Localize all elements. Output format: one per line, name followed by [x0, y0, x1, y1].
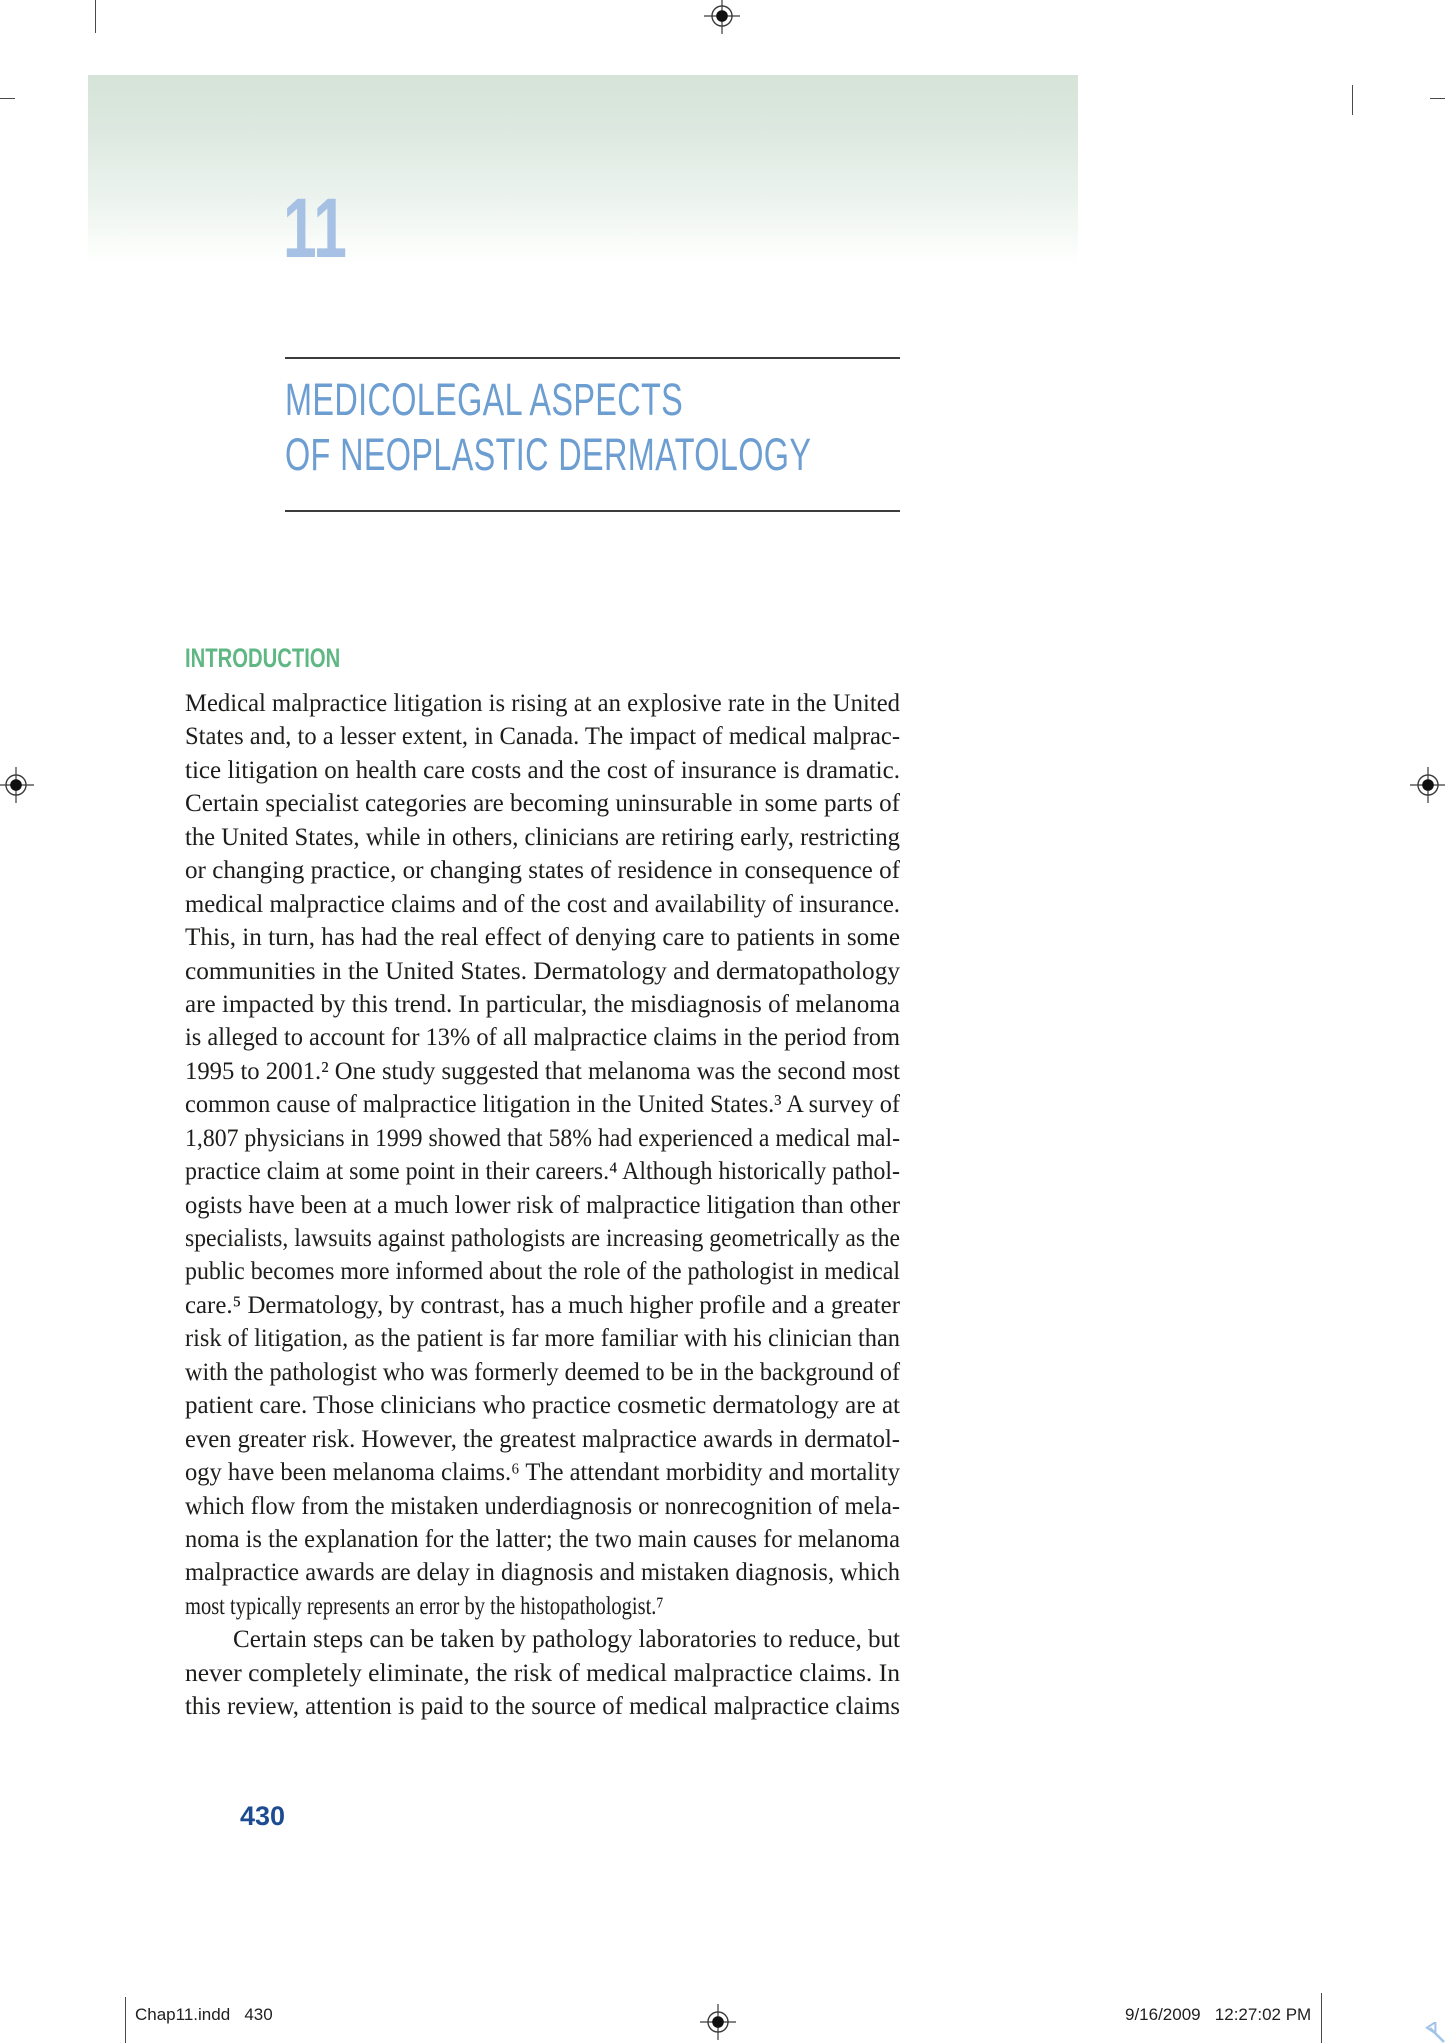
crop-mark — [0, 98, 15, 99]
text-line: never completely eliminate, the risk of medical malpractice claims. In — [185, 1659, 900, 1687]
crop-mark — [125, 1997, 126, 2043]
text-line: most typically represents an error by the histopathologist.⁷ — [185, 1592, 664, 1620]
section-heading: INTRODUCTION — [185, 643, 341, 673]
registration-target-icon — [0, 766, 35, 804]
chapter-number: 11 — [283, 181, 347, 275]
registration-target-icon — [699, 2003, 737, 2041]
text-line: is alleged to account for 13% of all malpractice claims in the period from — [185, 1024, 900, 1052]
text-line: ogists have been at a much lower risk of malpractice litigation than other — [185, 1191, 900, 1219]
slug-file-label: Chap11.indd 430 — [135, 2005, 273, 2024]
text-line: risk of litigation, as the patient is far more familiar with his clinician than — [185, 1325, 900, 1353]
registration-target-icon — [1409, 766, 1445, 804]
text-line: communities in the United States. Dermatology and dermatopathology — [185, 957, 900, 985]
crop-mark — [95, 0, 96, 33]
text-line: Certain specialist categories are becoming uninsurable in some parts of — [185, 790, 901, 818]
text-line: this review, attention is paid to the source of medical malpractice claims — [185, 1693, 900, 1721]
text-line: This, in turn, has had the real effect of denying care to patients in some — [185, 924, 900, 952]
text-line: 1995 to 2001.² One study suggested that melanoma was the second most — [185, 1057, 900, 1085]
text-line: tice litigation on health care costs and the cost of insurance is dramatic. — [185, 756, 901, 784]
text-line: public becomes more informed about the role of the pathologist in medical — [185, 1258, 900, 1286]
title-rule-top — [285, 357, 900, 359]
text-line: common cause of malpractice litigation in the United States.³ A survey of — [185, 1091, 900, 1119]
text-line: or changing practice, or changing states of residence in consequence of — [185, 857, 900, 885]
text-line: with the pathologist who was formerly deemed to be in the background of — [185, 1358, 900, 1386]
text-line: practice claim at some point in their careers.⁴ Although historically pathol- — [185, 1158, 900, 1186]
text-line: medical malpractice claims and of the cost and availability of insurance. — [185, 890, 900, 918]
text-line: which flow from the mistaken underdiagnosis or nonrecognition of mela- — [185, 1492, 900, 1520]
text-line: malpractice awards are delay in diagnosis and mistaken diagnosis, which — [185, 1559, 900, 1587]
crop-mark — [1430, 98, 1445, 99]
text-line: Medical malpractice litigation is rising at an explosive rate in the United — [185, 690, 900, 717]
text-line: ogy have been melanoma claims.⁶ The attendant morbidity and mortality — [185, 1459, 900, 1487]
registration-target-icon — [703, 0, 741, 35]
slug-timestamp: 9/16/2009 12:27:02 PM — [1125, 2005, 1312, 2024]
text-line: specialists, lawsuits against pathologists are increasing geometrically as the — [185, 1225, 900, 1252]
text-line: 1,807 physicians in 1999 showed that 58% had experienced a medical mal- — [185, 1124, 900, 1152]
body-text — [185, 687, 900, 1724]
title-rule-bottom — [285, 510, 900, 512]
page-number: 430 — [240, 1801, 286, 1831]
text-line: are impacted by this trend. In particular, the misdiagnosis of melanoma — [185, 990, 900, 1018]
text-line: even greater risk. However, the greatest malpractice awards in dermatol- — [185, 1425, 900, 1453]
chapter-header-gradient-box — [88, 75, 1078, 265]
chapter-title — [285, 372, 985, 482]
text-line: patient care. Those clinicians who practice cosmetic dermatology are at — [185, 1392, 900, 1420]
chapter-title-line2: OF NEOPLASTIC DERMATOLOGY — [285, 429, 812, 480]
crop-mark — [1321, 1993, 1322, 2043]
text-line: Certain steps can be taken by pathology laboratories to reduce, but — [233, 1626, 900, 1654]
chapter-title-line1: MEDICOLEGAL ASPECTS — [285, 374, 684, 425]
text-line: care.⁵ Dermatology, by contrast, has a much higher profile and a greater — [185, 1291, 900, 1319]
crop-mark — [1352, 85, 1353, 115]
text-line: noma is the explanation for the latter; the two main causes for melanoma — [185, 1525, 900, 1553]
text-line: States and, to a lesser extent, in Canada. The impact of medical malprac- — [185, 723, 900, 751]
corner-mark-icon — [1424, 2022, 1445, 2043]
text-line: the United States, while in others, clinicians are retiring early, restricting — [185, 823, 900, 851]
